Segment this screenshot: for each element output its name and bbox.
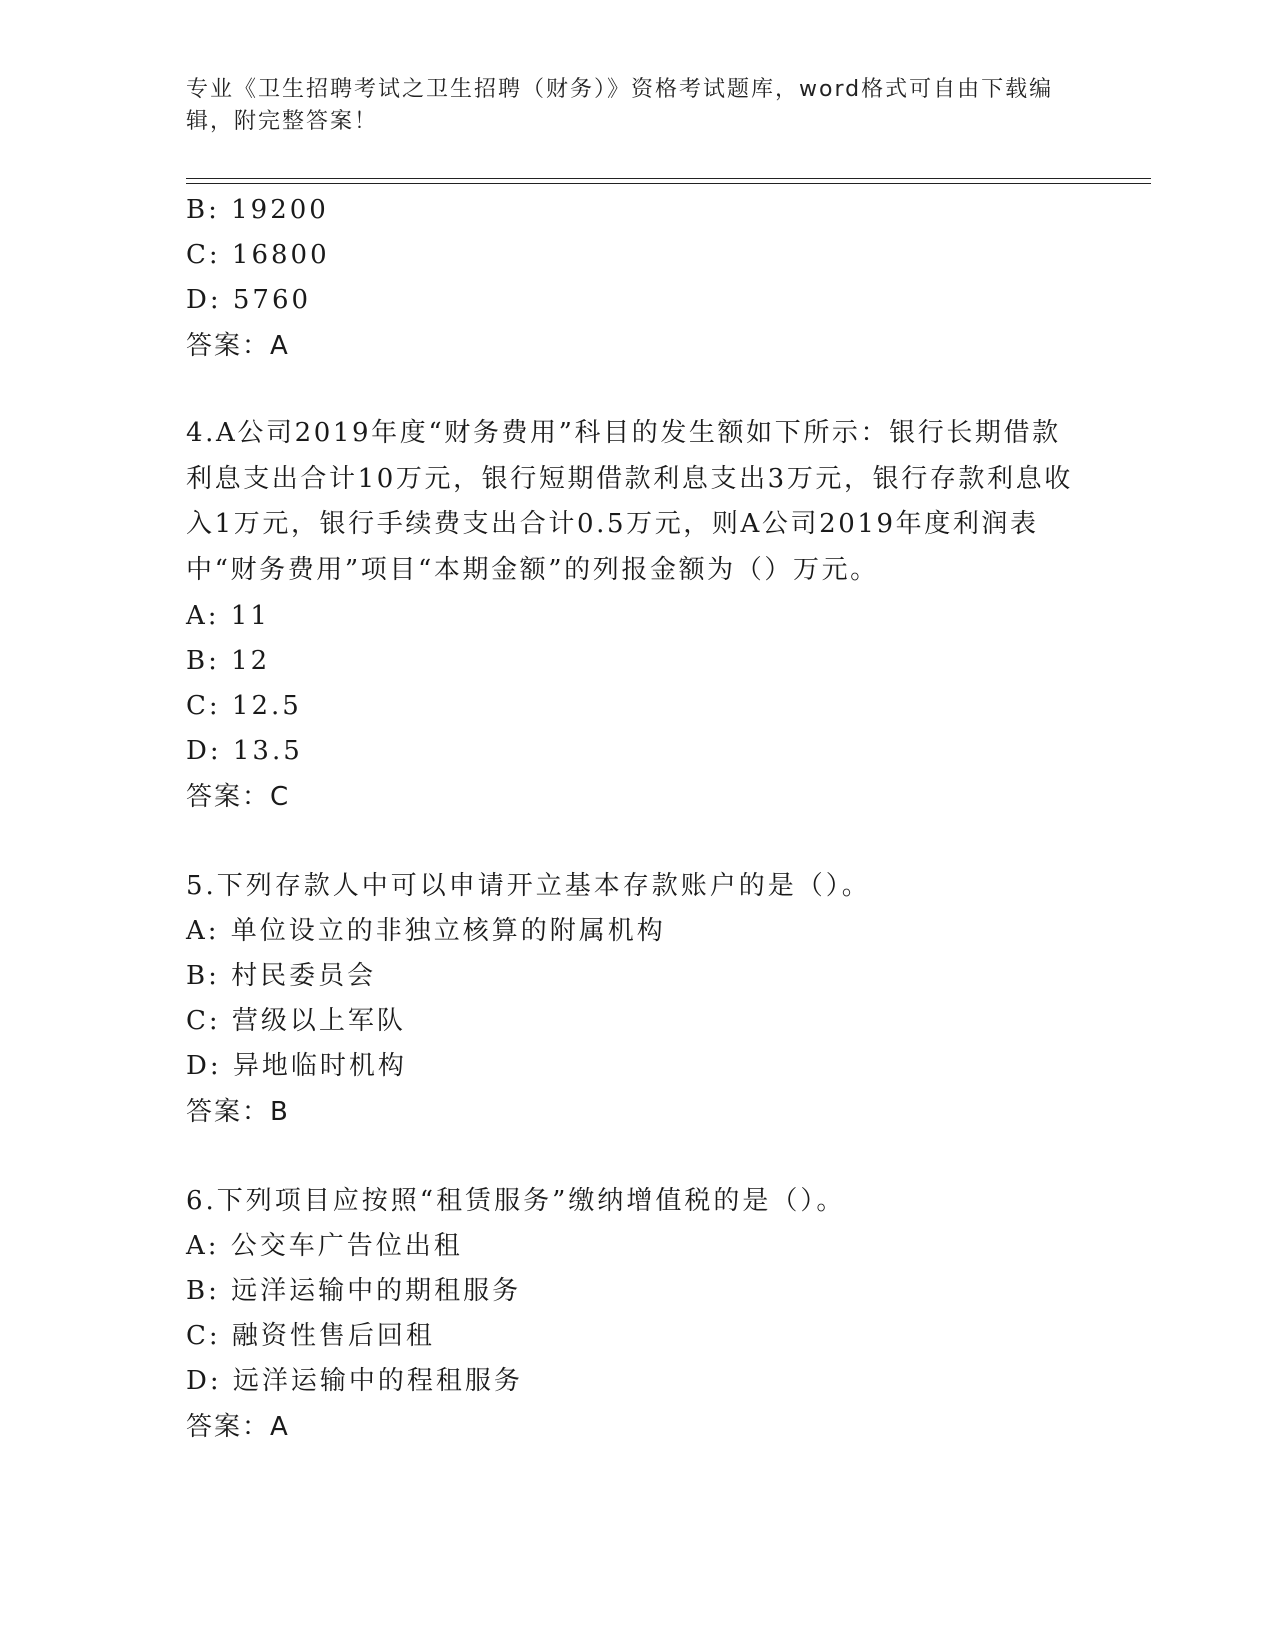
q6-stem: 6.下列项目应按照“租赁服务”缴纳增值税的是（）。 — [186, 1186, 846, 1216]
q4-option-b: B: 12 — [186, 646, 271, 676]
q5-stem: 5.下列存款人中可以申请开立基本存款账户的是（）。 — [186, 871, 871, 901]
q6-option-b: B: 远洋运输中的期租服务 — [186, 1276, 522, 1306]
q3-option-c: C: 16800 — [186, 240, 330, 270]
q6-answer: 答案：A — [186, 1412, 290, 1442]
q4-option-c: C: 12.5 — [186, 691, 302, 721]
q5-option-a: A: 单位设立的非独立核算的附属机构 — [186, 916, 666, 946]
q5-option-c: C: 营级以上军队 — [186, 1006, 406, 1036]
q4-answer: 答案：C — [186, 782, 291, 812]
q6-option-a: A: 公交车广告位出租 — [186, 1231, 463, 1261]
q6-option-c: C: 融资性售后回租 — [186, 1321, 435, 1351]
q5-option-b: B: 村民委员会 — [186, 961, 377, 991]
header-divider-bottom — [186, 183, 1151, 184]
document-header: 专业《卫生招聘考试之卫生招聘（财务）》资格考试题库，word格式可自由下载编辑，附完整答案！ — [186, 77, 1054, 134]
q5-answer: 答案：B — [186, 1097, 290, 1127]
q6-option-d: D: 远洋运输中的程租服务 — [186, 1366, 523, 1396]
q5-option-d: D: 异地临时机构 — [186, 1051, 407, 1081]
q3-answer: 答案：A — [186, 331, 290, 361]
header-divider-top — [186, 178, 1151, 179]
q4-option-a: A: 11 — [186, 601, 270, 631]
q3-option-d: D: 5760 — [186, 285, 312, 315]
q4-stem: 4.A公司2019年度“财务费用”科目的发生额如下所示：银行长期借款利息支出合计10万元，银行短期借款利息支出3万元，银行存款利息收入1万元，银行手续费支出合计0.5万元，则A公司2019年度利润表中“财务费用”项目“本期金额”的列报金额为（）万元。 — [186, 418, 1073, 585]
q3-option-b: B: 19200 — [186, 195, 329, 225]
q4-option-d: D: 13.5 — [186, 736, 303, 766]
